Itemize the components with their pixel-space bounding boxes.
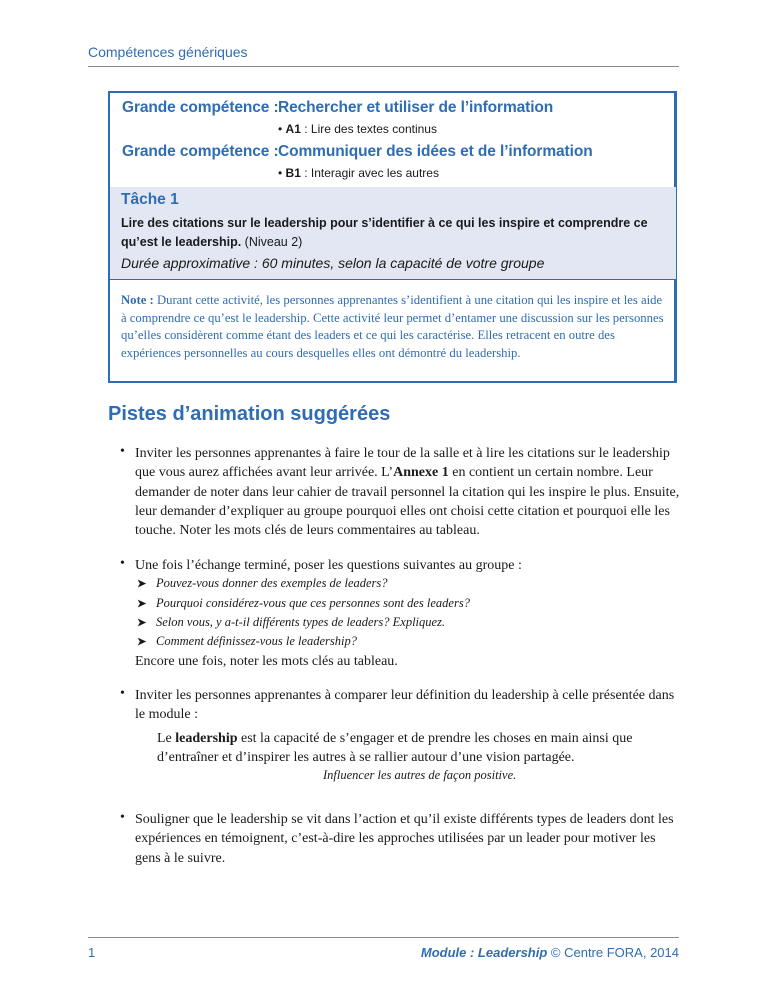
section-title: Pistes d’animation suggérées bbox=[108, 403, 391, 425]
competence-a-sub: • A1 : Lire des textes continus bbox=[278, 122, 437, 136]
bullet-1-part1: Inviter les personnes apprenantes à faire le tour de la salle et à lire les citations sur le leadership que vous aurez affichées avant leur arrivée. L’ bbox=[135, 446, 670, 481]
definition-text: est la capacité de s’engager et de prendre les choses en main ainsi que d’entraîner et d’inspirer les autres à se rallier autour d’une vision partagée. bbox=[157, 731, 633, 766]
bullet-3-intro: Inviter les personnes apprenantes à comparer leur définition du leadership à celle présentée dans le module : bbox=[135, 688, 675, 723]
task-description bbox=[121, 214, 666, 252]
leadership-definition bbox=[157, 729, 677, 768]
question-item bbox=[137, 615, 445, 630]
competence-a-code: A1 bbox=[285, 122, 301, 136]
task-level: (Niveau 2) bbox=[241, 235, 303, 249]
bullet-dot: • bbox=[120, 556, 125, 571]
question-item bbox=[137, 576, 388, 591]
annexe-ref: Annexe 1 bbox=[393, 465, 449, 481]
task-description-bold: Lire des citations sur le leadership pour s’identifier à ce qui les inspire et comprendre ce qu’est le leadership. bbox=[121, 216, 648, 249]
competence-box bbox=[108, 91, 677, 383]
footer-copyright: © Centre FORA, 2014 bbox=[547, 945, 679, 960]
bullet-dot: • bbox=[120, 686, 125, 701]
footer-credit bbox=[421, 945, 679, 960]
header-rule bbox=[88, 66, 679, 67]
competence-b-desc: : Interagir avec les autres bbox=[300, 166, 439, 180]
question-item bbox=[137, 596, 470, 611]
question-text: Pourquoi considérez-vous que ces personnes sont des leaders? bbox=[156, 596, 470, 610]
competence-b-sub: • B1 : Interagir avec les autres bbox=[278, 166, 439, 180]
definition-prefix: Le bbox=[157, 731, 176, 746]
task-title: Tâche 1 bbox=[121, 191, 179, 208]
footer-rule bbox=[88, 937, 679, 938]
competence-a-label: Grande compétence : bbox=[122, 99, 279, 116]
bullet-2-outro: Encore une fois, noter les mots clés au tableau. bbox=[135, 654, 398, 669]
question-text: Comment définissez-vous le leadership? bbox=[156, 634, 358, 648]
competence-a-title: Rechercher et utiliser de l’information bbox=[278, 99, 554, 116]
running-header: Compétences génériques bbox=[88, 44, 248, 60]
competence-a-desc: : Lire des textes continus bbox=[300, 122, 437, 136]
chevron-right-icon: ➤ bbox=[137, 578, 147, 590]
chevron-right-icon: ➤ bbox=[137, 636, 147, 648]
task-panel bbox=[110, 187, 676, 279]
question-text: Pouvez-vous donner des exemples de leaders? bbox=[156, 576, 388, 590]
bullet-dot: • bbox=[120, 810, 125, 825]
competence-b-code: B1 bbox=[285, 166, 301, 180]
definition-term: leadership bbox=[175, 731, 238, 746]
competence-b-heading bbox=[122, 143, 593, 161]
bullet-dot: • bbox=[120, 444, 125, 459]
chevron-right-icon: ➤ bbox=[137, 617, 147, 629]
bullet-1-text bbox=[135, 444, 680, 540]
note-text: Durant cette activité, les personnes apprenantes s’identifient à une citation qui les inspire et les aide à comprendre ce qu’est le leadership. Cette activité leur permet d’entamer une discussion sur les personnes qu’elles considèrent comme étant des leaders et ce qui les caractérise. Elles retracent en outre des expériences personnelles au cours desquelles elles ont démontré du leadership. bbox=[121, 293, 664, 360]
note-paragraph bbox=[121, 292, 666, 362]
note-label: Note : bbox=[121, 293, 154, 307]
competence-a-heading bbox=[122, 99, 553, 117]
bullet-2-intro: Une fois l’échange terminé, poser les questions suivantes au groupe : bbox=[135, 558, 522, 573]
chevron-right-icon: ➤ bbox=[137, 598, 147, 610]
bullet-1-part2: en contient un certain nombre. Leur demander de noter dans leur cahier de travail personnel la citation qui les inspire le plus. Ensuite, leur demander d’expliquer au groupe pourquoi elles ont choisi cette citation et pourquoi elle les touche. Noter les mots clés de leurs commentaires au tableau. bbox=[135, 465, 680, 539]
task-duration: Durée approximative : 60 minutes, selon la capacité de votre groupe bbox=[121, 255, 545, 271]
competence-b-title: Communiquer des idées et de l’information bbox=[278, 143, 593, 160]
footer-module: Module : Leadership bbox=[420, 945, 548, 960]
task-rule bbox=[110, 279, 676, 280]
question-item bbox=[137, 634, 357, 649]
definition-subtitle: Influencer les autres de façon positive. bbox=[323, 768, 517, 782]
competence-b-label: Grande compétence : bbox=[122, 143, 279, 160]
bullet-4-text: Souligner que le leadership se vit dans l’action et qu’il existe différents types de leaders dont les expériences en témoignent, c’est-à-dire les approches utilisées par un leader pour motiver les gens à le suivre. bbox=[135, 812, 674, 866]
question-text: Selon vous, y a-t-il différents types de leaders? Expliquez. bbox=[156, 615, 446, 629]
page-number: 1 bbox=[88, 945, 96, 960]
